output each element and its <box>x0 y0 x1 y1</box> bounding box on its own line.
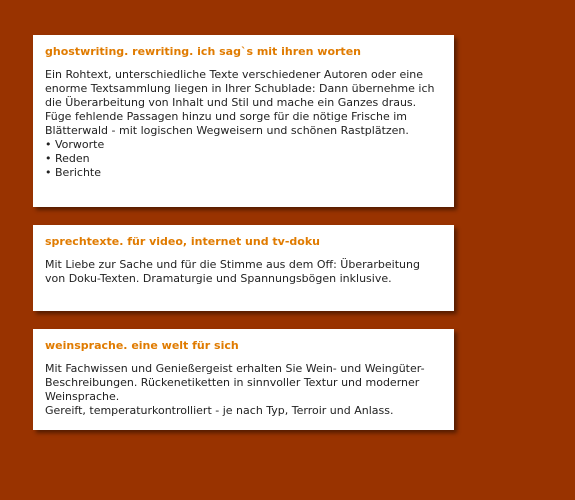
section-ghostwriting <box>33 35 454 207</box>
service-list <box>45 138 442 180</box>
paragraph: Mit Fachwissen und Genießergeist erhalten Sie Wein- und Weingüter-Beschreibungen. Rückenetiketten in sinnvoller Textur und moderner Weinsprache. <box>45 362 425 403</box>
paragraph: Gereift, temperaturkontrolliert - je nach Typ, Terroir und Anlass. <box>45 404 394 417</box>
section-body-weinsprache <box>45 362 442 418</box>
section-body-ghostwriting <box>45 68 442 180</box>
list-item: • Reden <box>45 152 442 166</box>
section-weinsprache <box>33 329 454 430</box>
section-title-sprechtexte: sprechtexte. für video, internet und tv-doku <box>45 235 320 248</box>
paragraph: Mit Liebe zur Sache und für die Stimme aus dem Off: Überarbeitung von Doku-Texten. Dramaturgie und Spannungsbögen inklusive. <box>45 258 420 285</box>
section-title-ghostwriting: ghostwriting. rewriting. ich sag`s mit ihren worten <box>45 45 361 58</box>
paragraph: Füge fehlende Passagen hinzu und sorge für die nötige Frische im Blätterwald - mit logischen Wegweisern und schönen Rastplätzen. <box>45 110 409 137</box>
list-item: • Berichte <box>45 166 442 180</box>
section-sprechtexte <box>33 225 454 311</box>
list-item: • Vorworte <box>45 138 442 152</box>
section-title-weinsprache: weinsprache. eine welt für sich <box>45 339 239 352</box>
paragraph: Ein Rohtext, unterschiedliche Texte verschiedener Autoren oder eine enorme Textsammlung liegen in Ihrer Schublade: Dann übernehme ich die Überarbeitung von Inhalt und Stil und mache ein Ganzes draus. <box>45 68 435 109</box>
section-body-sprechtexte <box>45 258 442 286</box>
